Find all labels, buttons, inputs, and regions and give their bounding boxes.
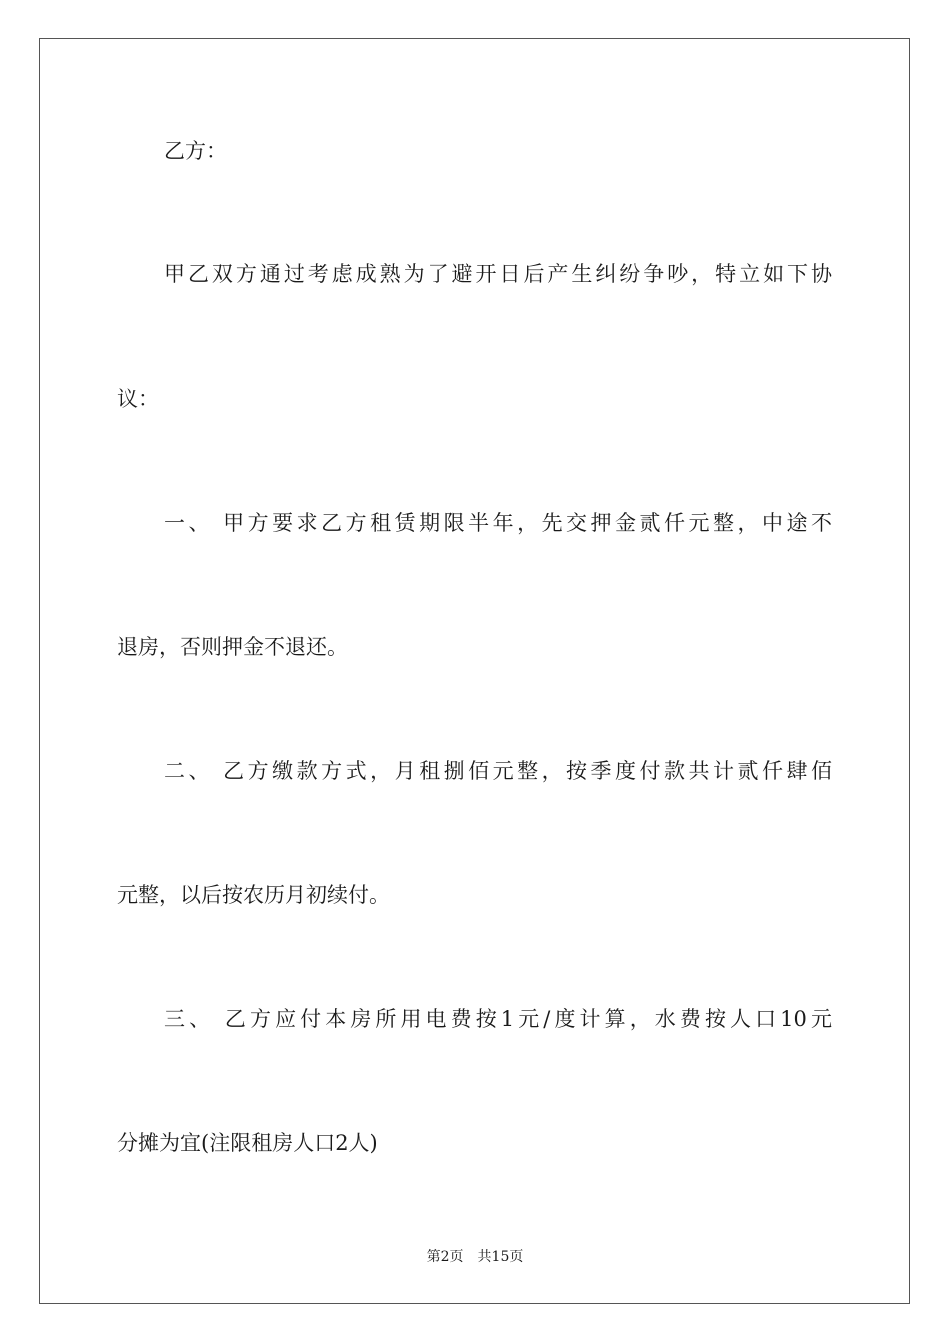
page-frame — [39, 38, 910, 1304]
page-footer — [0, 1248, 950, 1266]
clause-2-line-2: 元整，以后按农历月初续付。 — [117, 883, 390, 907]
clause-2-line-1: 二、 乙方缴款方式，月租捌佰元整，按季度付款共计贰仟肆佰 — [164, 759, 832, 783]
page-number: 第2页 — [426, 1249, 464, 1265]
clause-1-line-2: 退房，否则押金不退还。 — [117, 635, 348, 659]
clause-1-line-1: 一、 甲方要求乙方租赁期限半年，先交押金贰仟元整，中途不 — [164, 511, 832, 535]
total-pages: 共15页 — [477, 1249, 524, 1265]
party-b-line: 乙方： — [164, 139, 227, 163]
agreement-intro-line-1: 甲乙双方通过考虑成熟为了避开日后产生纠纷争吵，特立如下协 — [164, 262, 832, 286]
clause-3-line-1: 三、 乙方应付本房所用电费按1元/度计算，水费按人口10元 — [164, 1007, 832, 1031]
agreement-intro-line-2: 议： — [117, 387, 159, 411]
clause-3-line-2: 分摊为宜(注限租房人口2人) — [117, 1131, 378, 1155]
